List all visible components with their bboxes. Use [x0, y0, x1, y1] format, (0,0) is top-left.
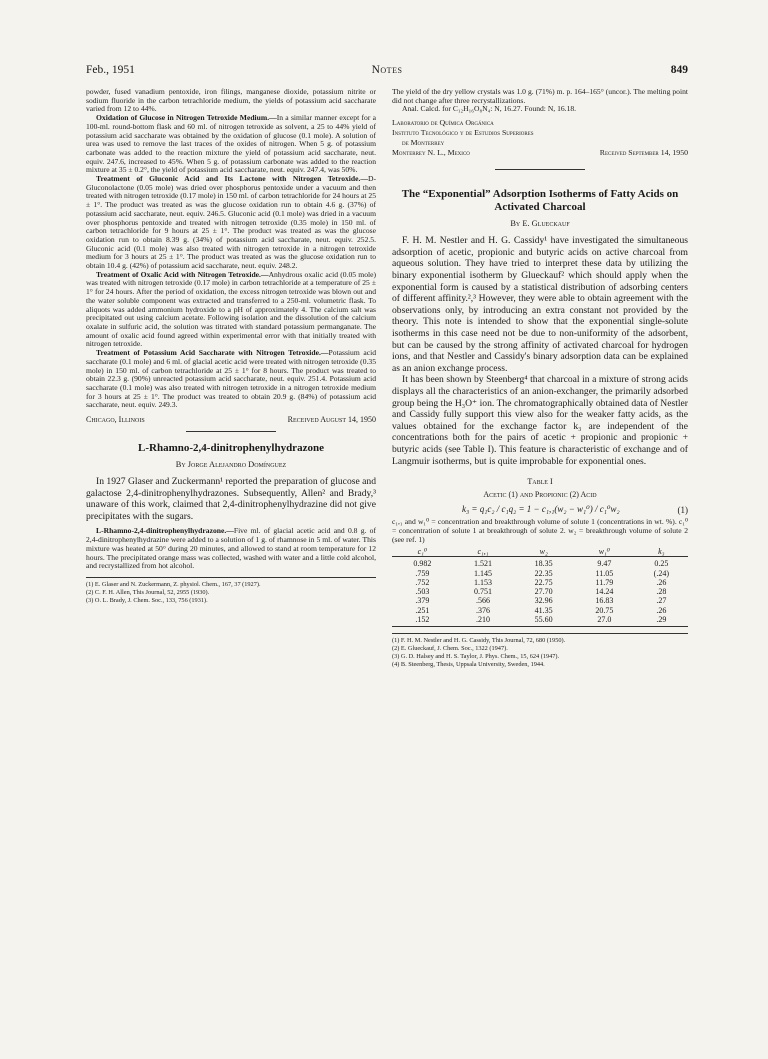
- data-table: [392, 547, 688, 627]
- run-in-heading: L-Rhamno-2,4-dinitrophenylhydrazone.—: [96, 526, 234, 536]
- table-cell: .752: [415, 577, 430, 587]
- table-cell: 55.60: [513, 615, 574, 627]
- paragraph: In 1927 Glaser and Zuckermann¹ reported the preparation of glucose and galactose 2,4-dinitrophenylhydrazones. Subsequently, Allen² and Brady,³ unaware of this work, claimed that 2,4-dinitrophenylhydrazine did not give precipitates with the sugars.: [86, 476, 376, 522]
- table-cell: 11.05: [595, 568, 614, 578]
- footnote: (3) G. D. Halsey and H. S. Taylor, J. Phys. Chem., 15, 624 (1947).: [392, 652, 560, 660]
- footnote: (1) F. H. M. Nestler and H. G. Cassidy, This Journal, 72, 680 (1950).: [392, 636, 566, 644]
- affiliation-line: Instituto Tecnológico y de Estudios Superiores: [392, 127, 534, 137]
- footnote: (2) C. F. H. Allen, This Journal, 52, 2955 (1930).: [86, 588, 210, 596]
- footnote: (4) B. Steenberg, Thesis, Uppsala University, Sweden, 1944.: [392, 660, 545, 668]
- run-in-heading: Treatment of Oxalic Acid with Nitrogen Tetroxide.—: [96, 269, 269, 279]
- table-cell: 16.83: [595, 596, 614, 606]
- table-cell: 20.75: [595, 605, 614, 615]
- paragraph-text: In a similar manner except for a 100-ml. round-bottom flask and 60 ml. of nitrogen tetroxide as solvent, a 25 to 44% yield of potassium acid saccharate was obtained by the oxidation of glucose (0.1 mole). A solution of urea was used to remove the last traces of the oxides of nitrogen. When 5 g. of potassium carbonate was added to the reaction mixture the yield of potassium acid saccharate, neut. equiv. 247.6, increased to 45%. When 5 g. of potassium carbonate was added to the reaction mixture at 35 ± 0.2°, the yield of potassium acid saccharate, neut. equiv. 247.4, was 50%.: [86, 113, 376, 175]
- table-cell: 18.35: [534, 559, 553, 569]
- table-row: [392, 557, 688, 569]
- table-cell: (.24): [653, 568, 669, 578]
- paragraph-text: Anhydrous oxalic acid (0.05 mole) was treated with nitrogen tetroxide (0.17 mole) in carbon tetrachloride at a temperature of 25 ± 1° for 24 hours. After the period of oxidation, the excess nitrogen tetroxide was blown out and the water soluble component was extracted and transferred to a 250-ml. volumetric flask. To aliquots was added ammonium hydroxide to a pH of approximately 4. The calcium salt was precipitated out using calcium acetate. Following isolation and the dissolution of the calcium oxalate in sulfuric acid, the solution was titrated with standard potassium permanganate. The amount of oxalic acid found agreed within experimental error with that initially treated with nitrogen tetroxide.: [86, 269, 377, 349]
- table-cell: 9.47: [597, 559, 612, 569]
- table-row: [392, 578, 688, 587]
- table-cell: .29: [635, 615, 688, 627]
- equation-number: (1): [677, 504, 688, 515]
- table-row: [392, 615, 688, 627]
- table-cell: 11.79: [595, 577, 614, 587]
- table-cell: .152: [392, 615, 453, 627]
- left-column: [86, 88, 376, 605]
- table-cell: .27: [656, 596, 667, 606]
- paragraph-text: Potassium acid saccharate (0.1 mole) and 6 ml. of glacial acetic acid were treated with nitrogen tetroxide (0.35 mole) in 150 ml. of carbon tetrachloride at 25 ± 1° for 8 hours. The product was treated to obtain 22.3 g. (90%) unreacted potassium acid saccharate, neut. equiv. 251.4. Potassium acid saccharate (0.1 mole) was also treated with nitrogen tetroxide in a nitrogen tetroxide medium for 3 hours at 25 ± 1°. The product was treated to obtain 20.9 g. (84%) of potassium acid saccharate, neut. equiv. 249.3.: [86, 348, 376, 410]
- received-date: Received September 14, 1950: [599, 147, 688, 157]
- paragraph-text: Five ml. of glacial acetic acid and 0.8 g. of 2,4-dinitrophenylhydrazine were added to a solution of 1 g. of rhamnose in 5 ml. of water. This mixture was heated at 50° during 20 minutes, and allowed to stand at room temperature for 12 hours. The precipitated orange mass was collected, washed with water and a little cold alcohol, and recrystallized from hot alcohol.: [86, 526, 376, 571]
- table-cell: 27.70: [534, 587, 553, 597]
- paragraph: [86, 175, 376, 271]
- footnote: (2) E. Glueckauf, J. Chem. Soc., 1322 (1947).: [392, 644, 508, 652]
- location: Chicago, Illinois: [86, 415, 145, 425]
- right-column: [392, 88, 688, 669]
- paragraph: powder, fused vanadium pentoxide, iron filings, manganese dioxide, potassium nitrite or sodium fluoride in the carbon tetrachloride medium, the yields of potassium acid saccharate varied from 12 to 44%.: [86, 87, 376, 114]
- paragraph: [86, 271, 376, 349]
- article-title: The “Exponential” Adsorption Isotherms of Fatty Acids on Activated Charcoal: [401, 188, 679, 214]
- table-cell: .28: [656, 587, 667, 597]
- table-cell: 22.35: [534, 568, 553, 578]
- table-cell: 32.96: [534, 596, 553, 606]
- table-cell: 27.0: [574, 615, 635, 627]
- affiliation-line: [392, 148, 688, 158]
- table-cell: 0.25: [654, 559, 669, 569]
- column-header: w₂: [513, 547, 574, 557]
- byline: By E. Glueckauf: [510, 219, 570, 229]
- paragraph: [86, 114, 376, 175]
- location: Monterrey N. L., Mexico: [392, 147, 470, 157]
- paragraph: [86, 527, 376, 571]
- table-header-row: [392, 547, 688, 557]
- table-cell: 22.75: [534, 577, 553, 587]
- divider: [186, 431, 276, 432]
- header-date: Feb., 1951: [86, 64, 135, 76]
- analysis-line: Anal. Calcd. for C₁₂H₁₆O₈N₄: N, 16.27. Found: N, 16.18.: [402, 104, 577, 114]
- run-in-heading: Treatment of Potassium Acid Saccharate with Nitrogen Tetroxide.—: [96, 348, 329, 358]
- table-row: [392, 596, 688, 605]
- paragraph: It has been shown by Steenberg⁴ that charcoal in a mixture of strong acids displays all the characteristics of an anion-exchanger, the primarily adsorbed group being the H₃O⁺ ion. The chromatographically obtained data of Nestler and Cassidy fully support this view also for the weaker fatty acids, as the values obtained for the exchange factor k₃ are independent of the concentrations both for the pairs of acetic + propionic and propionic + butyric acids (see Table I). This feature is characteristic of exchange and of Langmuir isotherms, but is quite improbable for exponential ones.: [392, 374, 688, 467]
- header-section: Notes: [371, 64, 403, 76]
- equation-text: k₃ = q₁c₂ / c₁q₂ = 1 − c₁,₁(w₂ − w₁⁰) / c₁⁰w₂: [462, 504, 620, 515]
- table-cell: .210: [453, 615, 514, 627]
- footnote-divider: [86, 577, 376, 578]
- column-header: c₁⁰: [392, 547, 453, 557]
- run-in-heading: Oxidation of Glucose in Nitrogen Tetroxide Medium.—: [96, 113, 277, 123]
- table-cell: .251: [415, 605, 430, 615]
- run-in-heading: Treatment of Gluconic Acid and Its Lactone with Nitrogen Tetroxide.—: [96, 174, 368, 184]
- footnote: (1) E. Glaser and N. Zuckermann, Z. physiol. Chem., 167, 37 (1927).: [86, 580, 261, 588]
- table-cell: .503: [415, 587, 430, 597]
- byline: By Jorge Alejandro Domínguez: [175, 460, 287, 470]
- table-cell: .376: [476, 605, 490, 615]
- table-cell: 41.35: [534, 605, 553, 615]
- column-header: c₁,₁: [453, 547, 514, 557]
- article-title: L-Rhamno-2,4-dinitrophenylhydrazone: [138, 442, 324, 455]
- column-header: k₃: [635, 547, 688, 557]
- paragraph: F. H. M. Nestler and H. G. Cassidy¹ have investigated the simultaneous adsorption of acetic, propionic and butyric acids on active charcoal from aqueous solution. They have tried to interpret these data by utilizing the binary exponential isotherm by Glueckauf² which should apply when the exponential form is caused by a statistical distribution of adsorbing centers of different affinity.²,³ However, they were able to obtain agreement with the observations only, by introducing an extra constant not provided by the theory. This note is intended to show that the exponential single-solute isotherms in this case need not be due to non-uniformity of the adsorbent, but can be caused by the strong affinity of activated charcoal for hydrogen ions, and that Nestler and Cassidy's binary adsorption data can be explained as an anion exchange process.: [392, 235, 688, 374]
- column-header: w₁⁰: [574, 547, 635, 557]
- received-date: Received August 14, 1950: [287, 415, 376, 425]
- paragraph-text: D-Gluconolactone (0.05 mole) was dried over phosphorus pentoxide under a vacuum and then treated with nitrogen tetroxide (0.17 mole) in 150 ml. of carbon tetrachloride for 24 hours at 25 ± 1°. The product was treated as was the glucose oxidation run to obtain 4.6 g. (37%) of potassium acid saccharate, neut. equiv. 246.5. Gluconic acid (0.1 mole) was dried in a vacuum over phosphorus pentoxide and treated with nitrogen tetroxide (0.35 mole) in 150 ml. of carbon tetrachloride for 9 hours at 25 ± 1°. The product was treated as was the glucose oxidation run to obtain 8.39 g. (34%) of potassium acid saccharate, neut. equiv. 252.5. Gluconic acid (0.1 mole) was also treated with nitrogen tetroxide in a nitrogen tetroxide medium for 3 hours at 25 ± 1°. The product was treated as was the glucose oxidation run to obtain 10.4 g. (42%) of potassium acid saccharate, neut. equiv. 248.2.: [86, 174, 376, 271]
- footnote-divider: [392, 633, 688, 634]
- table-cell: 0.982: [413, 559, 432, 569]
- page-number: 849: [670, 64, 688, 76]
- table-subtitle: Acetic (1) and Propionic (2) Acid: [483, 490, 597, 500]
- table-cell: .379: [415, 596, 430, 606]
- table-cell: 1.521: [474, 559, 492, 569]
- table-cell: 0.751: [474, 587, 492, 597]
- table-cell: .566: [476, 596, 490, 606]
- table-cell: .759: [415, 568, 430, 578]
- divider: [495, 169, 585, 170]
- footnote: (3) O. L. Brady, J. Chem. Soc., 133, 756 (1931).: [86, 596, 208, 604]
- paragraph: The yield of the dry yellow crystals was 1.0 g. (71%) m. p. 164–165° (uncor.). The melting point did not change after three recrystallizations.: [392, 87, 688, 105]
- table-cell: 14.24: [595, 587, 614, 597]
- table-cell: .26: [656, 605, 667, 615]
- running-header: [86, 64, 688, 80]
- table-cell: .26: [656, 577, 667, 587]
- table-note: c₁,₁ and w₁⁰ = concentration and breakthrough volume of solute 1 (concentrations in wt. %). c₁⁰ = concentration of solute 1 at breakthrough of solute 2. w₂ = breakthrough volume of solute 2 (see ref. 1): [392, 517, 688, 544]
- table-row: [392, 569, 688, 578]
- paragraph: [86, 349, 376, 410]
- affiliation-line: Laboratorio de Química Orgánica: [392, 118, 494, 128]
- signature-line: [86, 415, 376, 425]
- affiliation-line: de Monterrey: [402, 137, 445, 147]
- table-cell: 1.145: [474, 568, 492, 578]
- table-row: [392, 606, 688, 615]
- table-row: [392, 587, 688, 596]
- affiliation: [392, 118, 688, 157]
- table-cell: 1.153: [474, 577, 492, 587]
- table-title: Table I: [527, 477, 553, 487]
- equation: [392, 504, 688, 515]
